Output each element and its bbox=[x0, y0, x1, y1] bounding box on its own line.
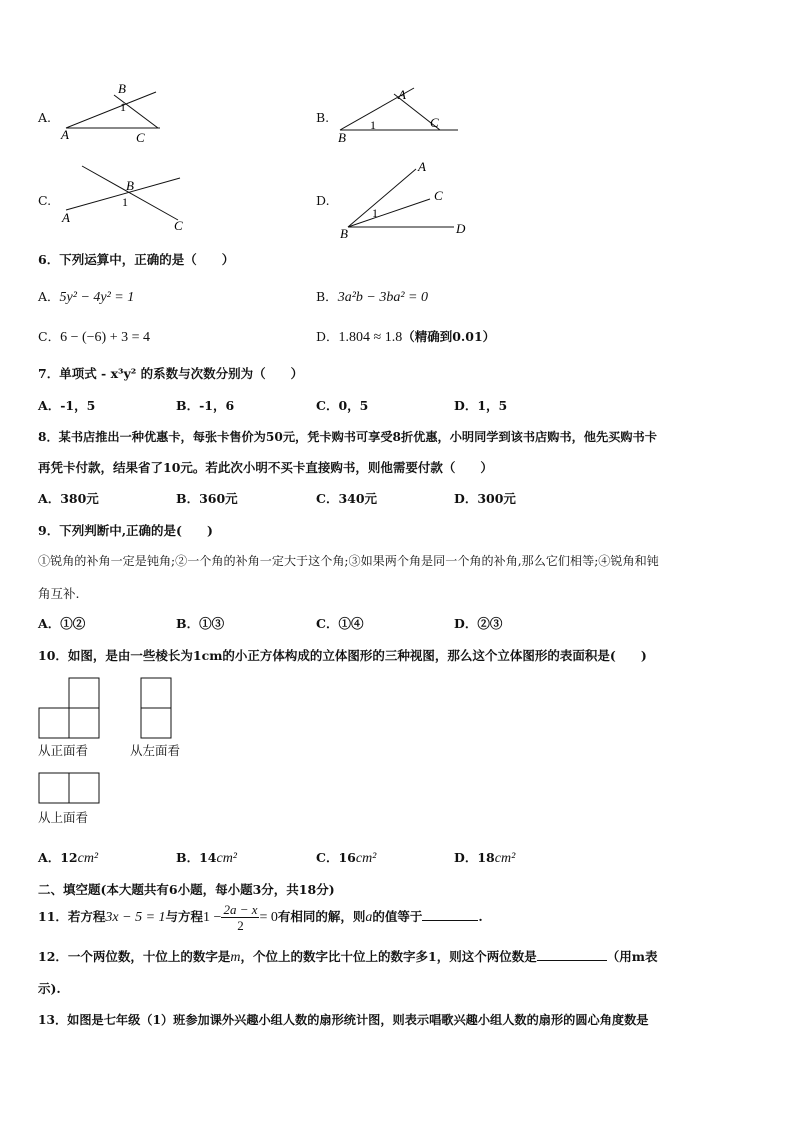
q12-answer-blank[interactable] bbox=[537, 960, 607, 961]
q5d-point-a: A bbox=[418, 159, 426, 174]
q6-d-expr: 1.804 ≈ 1.8 bbox=[338, 330, 403, 345]
q9-option-c: C．①④ bbox=[316, 616, 364, 631]
q6-b-expr: 3a²b − 3ba² = 0 bbox=[337, 290, 428, 305]
q10-b-num: 14 bbox=[199, 850, 217, 865]
q6-stem: 6．下列运算中，正确的是（ ） bbox=[38, 252, 235, 267]
q9-option-a: A．①② bbox=[38, 616, 86, 631]
q9-statements-line-2: 角互补. bbox=[38, 586, 80, 601]
q11-fraction-denominator: 2 bbox=[237, 918, 244, 933]
q12-part-b: ，个位上的数字比十位上的数字多1，则这个两位数是 bbox=[240, 949, 537, 964]
q6-option-d bbox=[316, 327, 495, 346]
q5-figure-a bbox=[58, 80, 178, 145]
q5-option-d-label: D. bbox=[316, 193, 330, 208]
q7-option-a: A．-1，5 bbox=[38, 398, 96, 413]
q5-option-c-label: C. bbox=[38, 193, 52, 208]
q9-statements-line-1: ①锐角的补角一定是钝角;②一个角的补角一定大于这个角;③如果两个角是同一个角的补角,那么它们相等;④锐角和钝 bbox=[38, 554, 659, 568]
q10-option-b bbox=[176, 848, 237, 867]
q5a-point-c: C bbox=[136, 130, 145, 145]
q9-option-d: D．②③ bbox=[454, 616, 503, 631]
q12-part-c: （用m表 bbox=[606, 949, 658, 964]
q9-option-b: B．①③ bbox=[176, 616, 225, 631]
q5-option-b-label: B. bbox=[316, 110, 330, 125]
q10-c-num: 16 bbox=[338, 850, 356, 865]
q10-c-unit: cm² bbox=[355, 851, 377, 866]
q5d-angle-1: 1 bbox=[372, 206, 378, 220]
q5-option-a-label: A. bbox=[38, 110, 52, 125]
q6-b-label: B． bbox=[316, 289, 338, 304]
q11-one: 1 − bbox=[203, 910, 222, 925]
q13-line-1: 13．如图是七年级（1）班参加课外兴趣小组人数的扇形统计图，则表示唱歌兴趣小组人数的扇形的圆心角度数是 bbox=[38, 1013, 649, 1027]
q6-d-label: D． bbox=[316, 329, 339, 344]
q7-stem: 7．单项式 - x³y² 的系数与次数分别为（ ） bbox=[38, 366, 304, 381]
q12-part-a: 12．一个两位数，十位上的数字是 bbox=[38, 949, 231, 964]
q5-figure-d bbox=[334, 155, 484, 240]
q5c-point-b: B bbox=[126, 178, 134, 193]
q5a-angle-1: 1 bbox=[120, 100, 126, 114]
q10-d-unit: cm² bbox=[494, 851, 516, 866]
q11-suffix-1: 有相同的解，则 bbox=[277, 909, 366, 924]
q5d-point-c: C bbox=[434, 188, 443, 203]
q10-option-a bbox=[38, 848, 98, 867]
q6-d-note: （精确到0.01） bbox=[402, 329, 496, 344]
q8-line-1: 8．某书店推出一种优惠卡，每张卡售价为50元，凭卡购书可享受8折优惠，小明同学到该书店购书，他先买购书卡 bbox=[38, 430, 657, 444]
q11-mid: 与方程 bbox=[165, 909, 204, 924]
q10-stem: 10．如图，是由一些棱长为1cm的小正方体构成的立体图形的三种视图，那么这个立体图形的表面积是( ) bbox=[38, 648, 647, 663]
q10-front-view bbox=[38, 677, 100, 739]
q5b-point-c: C bbox=[430, 115, 439, 130]
q11-eq1: 3x − 5 = 1 bbox=[105, 910, 166, 925]
q8-option-b: B．360元 bbox=[176, 491, 238, 506]
q5b-point-b: B bbox=[338, 130, 346, 145]
q7-option-c: C．0，5 bbox=[316, 398, 369, 413]
q11-var: a bbox=[365, 910, 373, 925]
q11-fraction-numerator: 2a − x bbox=[223, 902, 258, 917]
q10-b-label: B． bbox=[176, 850, 200, 865]
q10-top-view bbox=[38, 772, 100, 804]
q11-suffix-2: 的值等于 bbox=[372, 909, 423, 924]
q5a-point-b: B bbox=[118, 81, 126, 96]
q10-option-c bbox=[316, 848, 376, 867]
q5c-point-a: A bbox=[62, 210, 70, 225]
q5b-point-a: A bbox=[398, 87, 406, 102]
q10-front-view-label: 从正面看 bbox=[38, 743, 89, 758]
q5c-angle-1: 1 bbox=[122, 195, 128, 209]
q6-a-expr: 5y² − 4y² = 1 bbox=[59, 290, 135, 305]
q11-fraction bbox=[221, 902, 259, 933]
q11-eq2-tail: = 0 bbox=[259, 910, 278, 925]
q6-c-label: C． bbox=[38, 329, 61, 344]
q11-prefix: 11．若方程 bbox=[38, 909, 106, 924]
q10-left-view-label: 从左面看 bbox=[130, 743, 181, 758]
q11 bbox=[38, 902, 483, 933]
q10-d-label: D． bbox=[454, 850, 478, 865]
q8-option-d: D．300元 bbox=[454, 491, 516, 506]
q9-stem: 9．下列判断中,正确的是( ) bbox=[38, 523, 213, 538]
q5a-point-a: A bbox=[61, 127, 69, 142]
q5b-angle-1: 1 bbox=[370, 118, 376, 132]
q10-top-view-label: 从上面看 bbox=[38, 810, 89, 825]
q5d-point-d: D bbox=[456, 221, 466, 236]
q6-option-a bbox=[38, 287, 134, 306]
q12-line-1 bbox=[38, 947, 657, 966]
q10-a-unit: cm² bbox=[77, 851, 99, 866]
q10-d-num: 18 bbox=[477, 850, 495, 865]
q11-answer-blank[interactable] bbox=[422, 920, 478, 921]
q8-line-2: 再凭卡付款，结果省了10元。若此次小明不买卡直接购书，则他需要付款（ ） bbox=[38, 460, 493, 475]
q11-end: . bbox=[478, 909, 483, 924]
q5-figure-b bbox=[334, 82, 464, 147]
q10-c-label: C． bbox=[316, 850, 339, 865]
q12-var: m bbox=[230, 950, 241, 965]
q5c-point-c: C bbox=[174, 218, 183, 233]
q7-option-b: B．-1，6 bbox=[176, 398, 235, 413]
q6-option-b bbox=[316, 287, 428, 306]
q6-c-expr: 6 − (−6) + 3 = 4 bbox=[60, 330, 150, 345]
q6-option-c bbox=[38, 327, 150, 346]
q5-figure-c bbox=[58, 160, 188, 235]
q10-option-d bbox=[454, 848, 515, 867]
q6-a-label: A． bbox=[38, 289, 60, 304]
q10-a-num: 12 bbox=[60, 850, 78, 865]
q8-option-a: A．380元 bbox=[38, 491, 99, 506]
q10-b-unit: cm² bbox=[216, 851, 238, 866]
q5d-point-b: B bbox=[340, 226, 348, 240]
section-2-heading: 二、填空题(本大题共有6小题，每小题3分，共18分) bbox=[38, 882, 335, 897]
q7-option-d: D．1，5 bbox=[454, 398, 508, 413]
q10-left-view bbox=[140, 677, 172, 739]
q12-line-2: 示). bbox=[38, 981, 61, 996]
q8-option-c: C．340元 bbox=[316, 491, 378, 506]
q10-a-label: A． bbox=[38, 850, 61, 865]
